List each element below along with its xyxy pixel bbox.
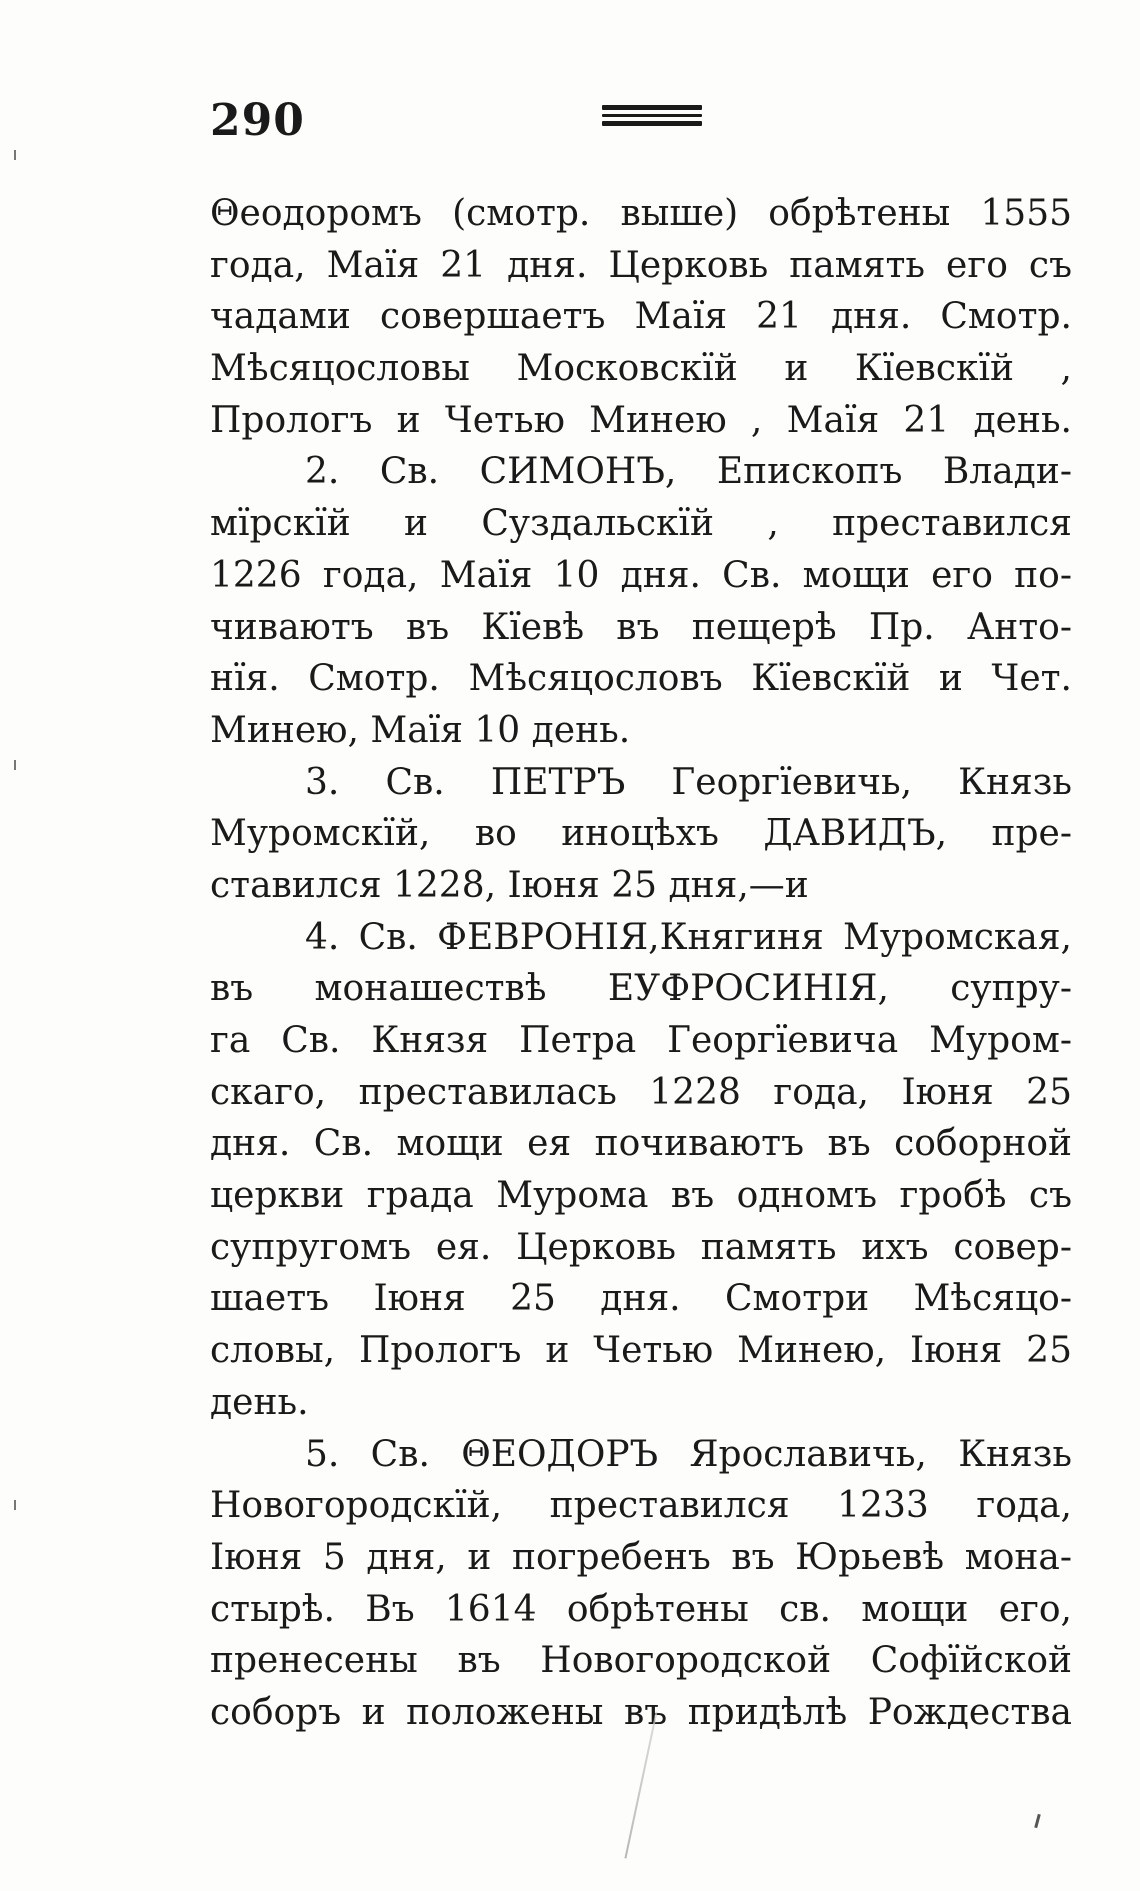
paragraph-start-line: 4. Св. ФЕВРОНІЯ,Княгиня Муромская, [305,916,1072,958]
text-line: года, Маїя 21 дня. Церковь память его съ [210,244,1072,286]
paragraph-start-line: 3. Св. ПЕТРЪ Георгїевичь, Князь [305,761,1072,803]
paragraph-start-line: 2. Св. СИМОНЪ, Епископъ Влади- [305,451,1072,493]
text-line: словы, Прологъ и Четью Минею, Іюня 25 [210,1330,1072,1372]
text-line: стырѣ. Въ 1614 обрѣтены св. мощи его, [210,1588,1072,1630]
text-line: нїя. Смотр. Мѣсяцословъ Кїевскїй и Чет. [210,658,1072,700]
text-line: Θеодоромъ (смотр. выше) обрѣтены 1555 [210,193,1072,234]
text-line: 1226 года, Маїя 10 дня. Св. мощи его по- [210,554,1072,596]
text-line: скаго, преставилась 1228 года, Іюня 25 [210,1071,1072,1113]
text-line: га Св. Князя Петра Георгїевича Муром- [210,1020,1072,1061]
text-line: чадами совершаетъ Маїя 21 дня. Смотр. [210,296,1072,338]
body-text [210,188,1072,1739]
text-line: Муромскїй, во иноцѣхъ ДАВИДЪ, пре- [210,813,1072,855]
text-line: дня. Св. мощи ея почиваютъ въ соборной [210,1123,1072,1165]
paragraph-end-line: Минею, Маїя 10 день. [210,709,631,751]
edge-tick-mark [14,760,16,770]
text-line: церкви града Мурома въ одномъ гробѣ съ [210,1175,1072,1217]
text-line: пренесены въ Новогородской Софїйской [210,1640,1072,1682]
header-ornament [602,105,702,129]
text-line: Іюня 5 дня, и погребенъ въ Юрьевѣ мона- [210,1536,1072,1578]
text-line: Мѣсяцословы Московскїй и Кїевскїй , [210,348,1072,390]
paragraph-start-line: 5. Св. ΘЕОДОРЪ Ярославичь, Князь [305,1433,1072,1475]
margin-ink-mark [1034,1814,1041,1828]
text-line: соборъ и положены въ придѣлѣ Рождества [210,1691,1072,1733]
text-line: супругомъ ея. Церковь память ихъ совер- [210,1226,1072,1268]
text-line: шаетъ Іюня 25 дня. Смотри Мѣсяцо- [210,1278,1072,1320]
text-line: мїрскїй и Суздальскїй , преставился [210,503,1072,545]
ornament-rule-bottom [602,121,702,126]
text-line: Прологъ и Четью Минею , Маїя 21 день. [210,399,1072,441]
page-header [210,95,1070,155]
text-line: чиваютъ въ Кїевѣ въ пещерѣ Пр. Анто- [210,606,1072,648]
edge-tick-mark [14,1500,16,1510]
text-line: въ монашествѣ ЕУФРОСИНІЯ, супру- [210,968,1072,1010]
ornament-rule-top [602,105,702,110]
edge-tick-mark [14,150,16,160]
page-number: 290 [210,95,305,146]
text-line: Новогородскїй, преставился 1233 года, [210,1485,1072,1527]
paragraph-end-line: ставился 1228, Іюня 25 дня,—и [210,864,809,906]
ornament-rule-middle [602,114,702,117]
paragraph-end-line: день. [210,1381,309,1423]
